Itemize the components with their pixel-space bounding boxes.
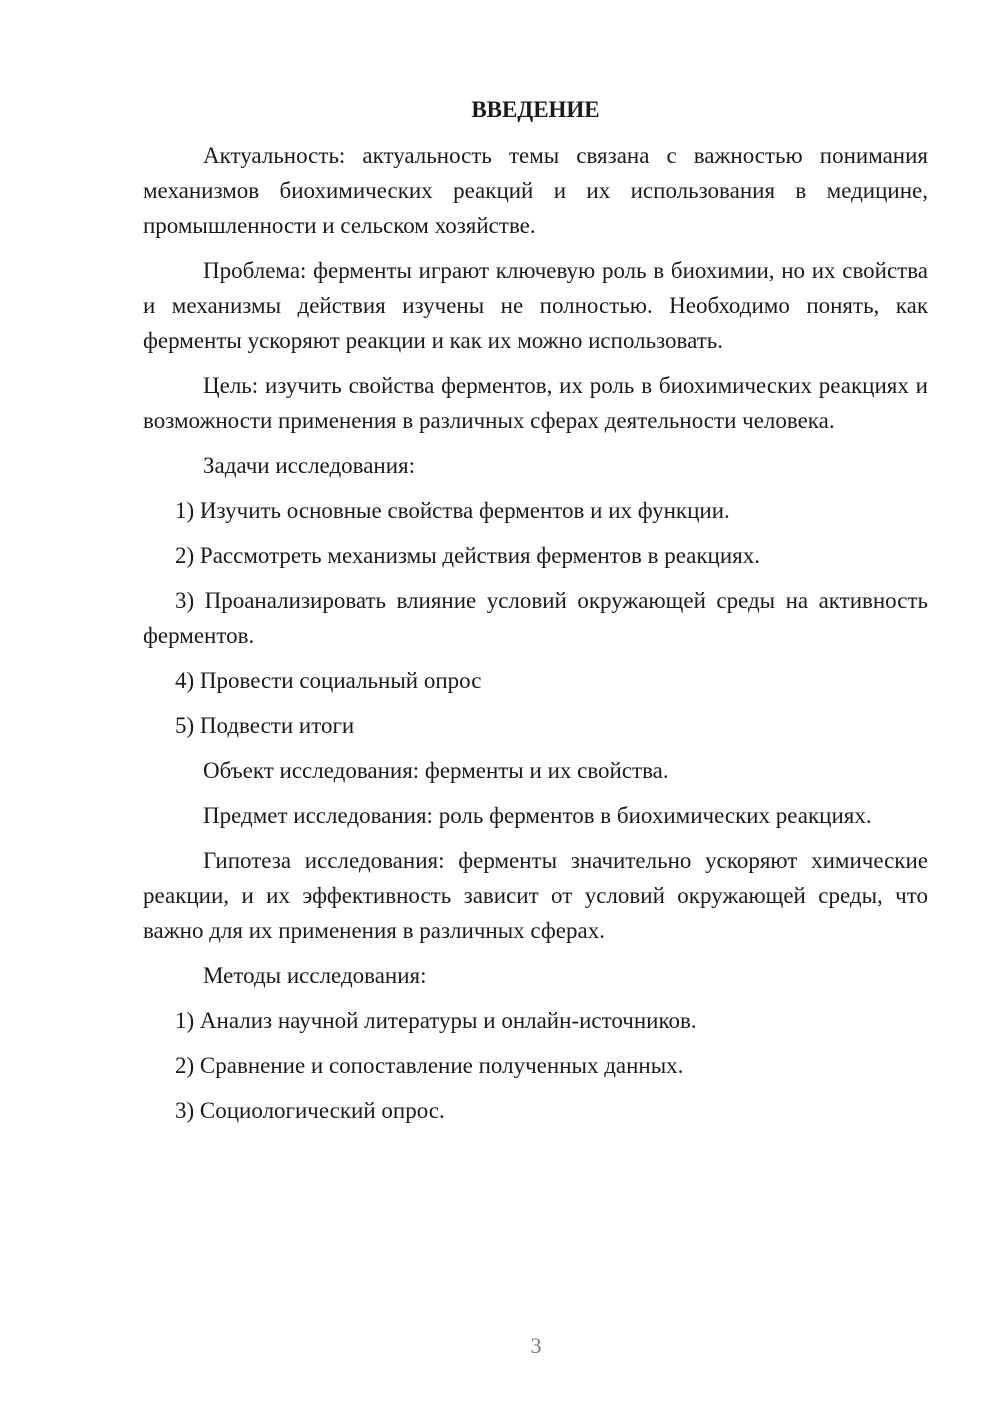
- object-paragraph: Объект исследования: ферменты и их свойства.: [203, 758, 669, 783]
- goal-paragraph: Цель: изучить свойства ферментов, их роль в биохимических реакциях и возможности применения в различных сферах деятельности человека.: [143, 373, 928, 433]
- page-content: [143, 92, 928, 1138]
- relevance-paragraph: Актуальность: актуальность темы связана с важностью понимания механизмов биохимических реакций и их использования в медицине, промышленности и сельском хозяйстве.: [143, 143, 928, 238]
- task-item: 3) Проанализировать влияние условий окружающей среды на активность ферментов.: [143, 588, 928, 648]
- method-item: 3) Социологический опрос.: [175, 1098, 445, 1123]
- task-item: 2) Рассмотреть механизмы действия ферментов в реакциях.: [175, 543, 761, 568]
- problem-paragraph: Проблема: ферменты играют ключевую роль в биохимии, но их свойства и механизмы действия изучены не полностью. Необходимо понять, как ферменты ускоряют реакции и как их можно использовать.: [143, 258, 928, 353]
- page-number: 3: [530, 1333, 542, 1358]
- task-item: 1) Изучить основные свойства ферментов и их функции.: [175, 498, 730, 523]
- hypothesis-paragraph: Гипотеза исследования: ферменты значительно ускоряют химические реакции, и их эффективность зависит от условий окружающей среды, что важно для их применения в различных сферах.: [143, 848, 928, 943]
- tasks-label: Задачи исследования:: [203, 453, 416, 478]
- task-item: 5) Подвести итоги: [175, 713, 355, 738]
- subject-paragraph: Предмет исследования: роль ферментов в биохимических реакциях.: [203, 803, 872, 828]
- method-item: 2) Сравнение и сопоставление полученных данных.: [175, 1053, 684, 1078]
- section-heading: ВВЕДЕНИЕ: [471, 97, 600, 122]
- methods-label: Методы исследования:: [203, 963, 427, 988]
- method-item: 1) Анализ научной литературы и онлайн-источников.: [175, 1008, 697, 1033]
- task-item: 4) Провести социальный опрос: [175, 668, 482, 693]
